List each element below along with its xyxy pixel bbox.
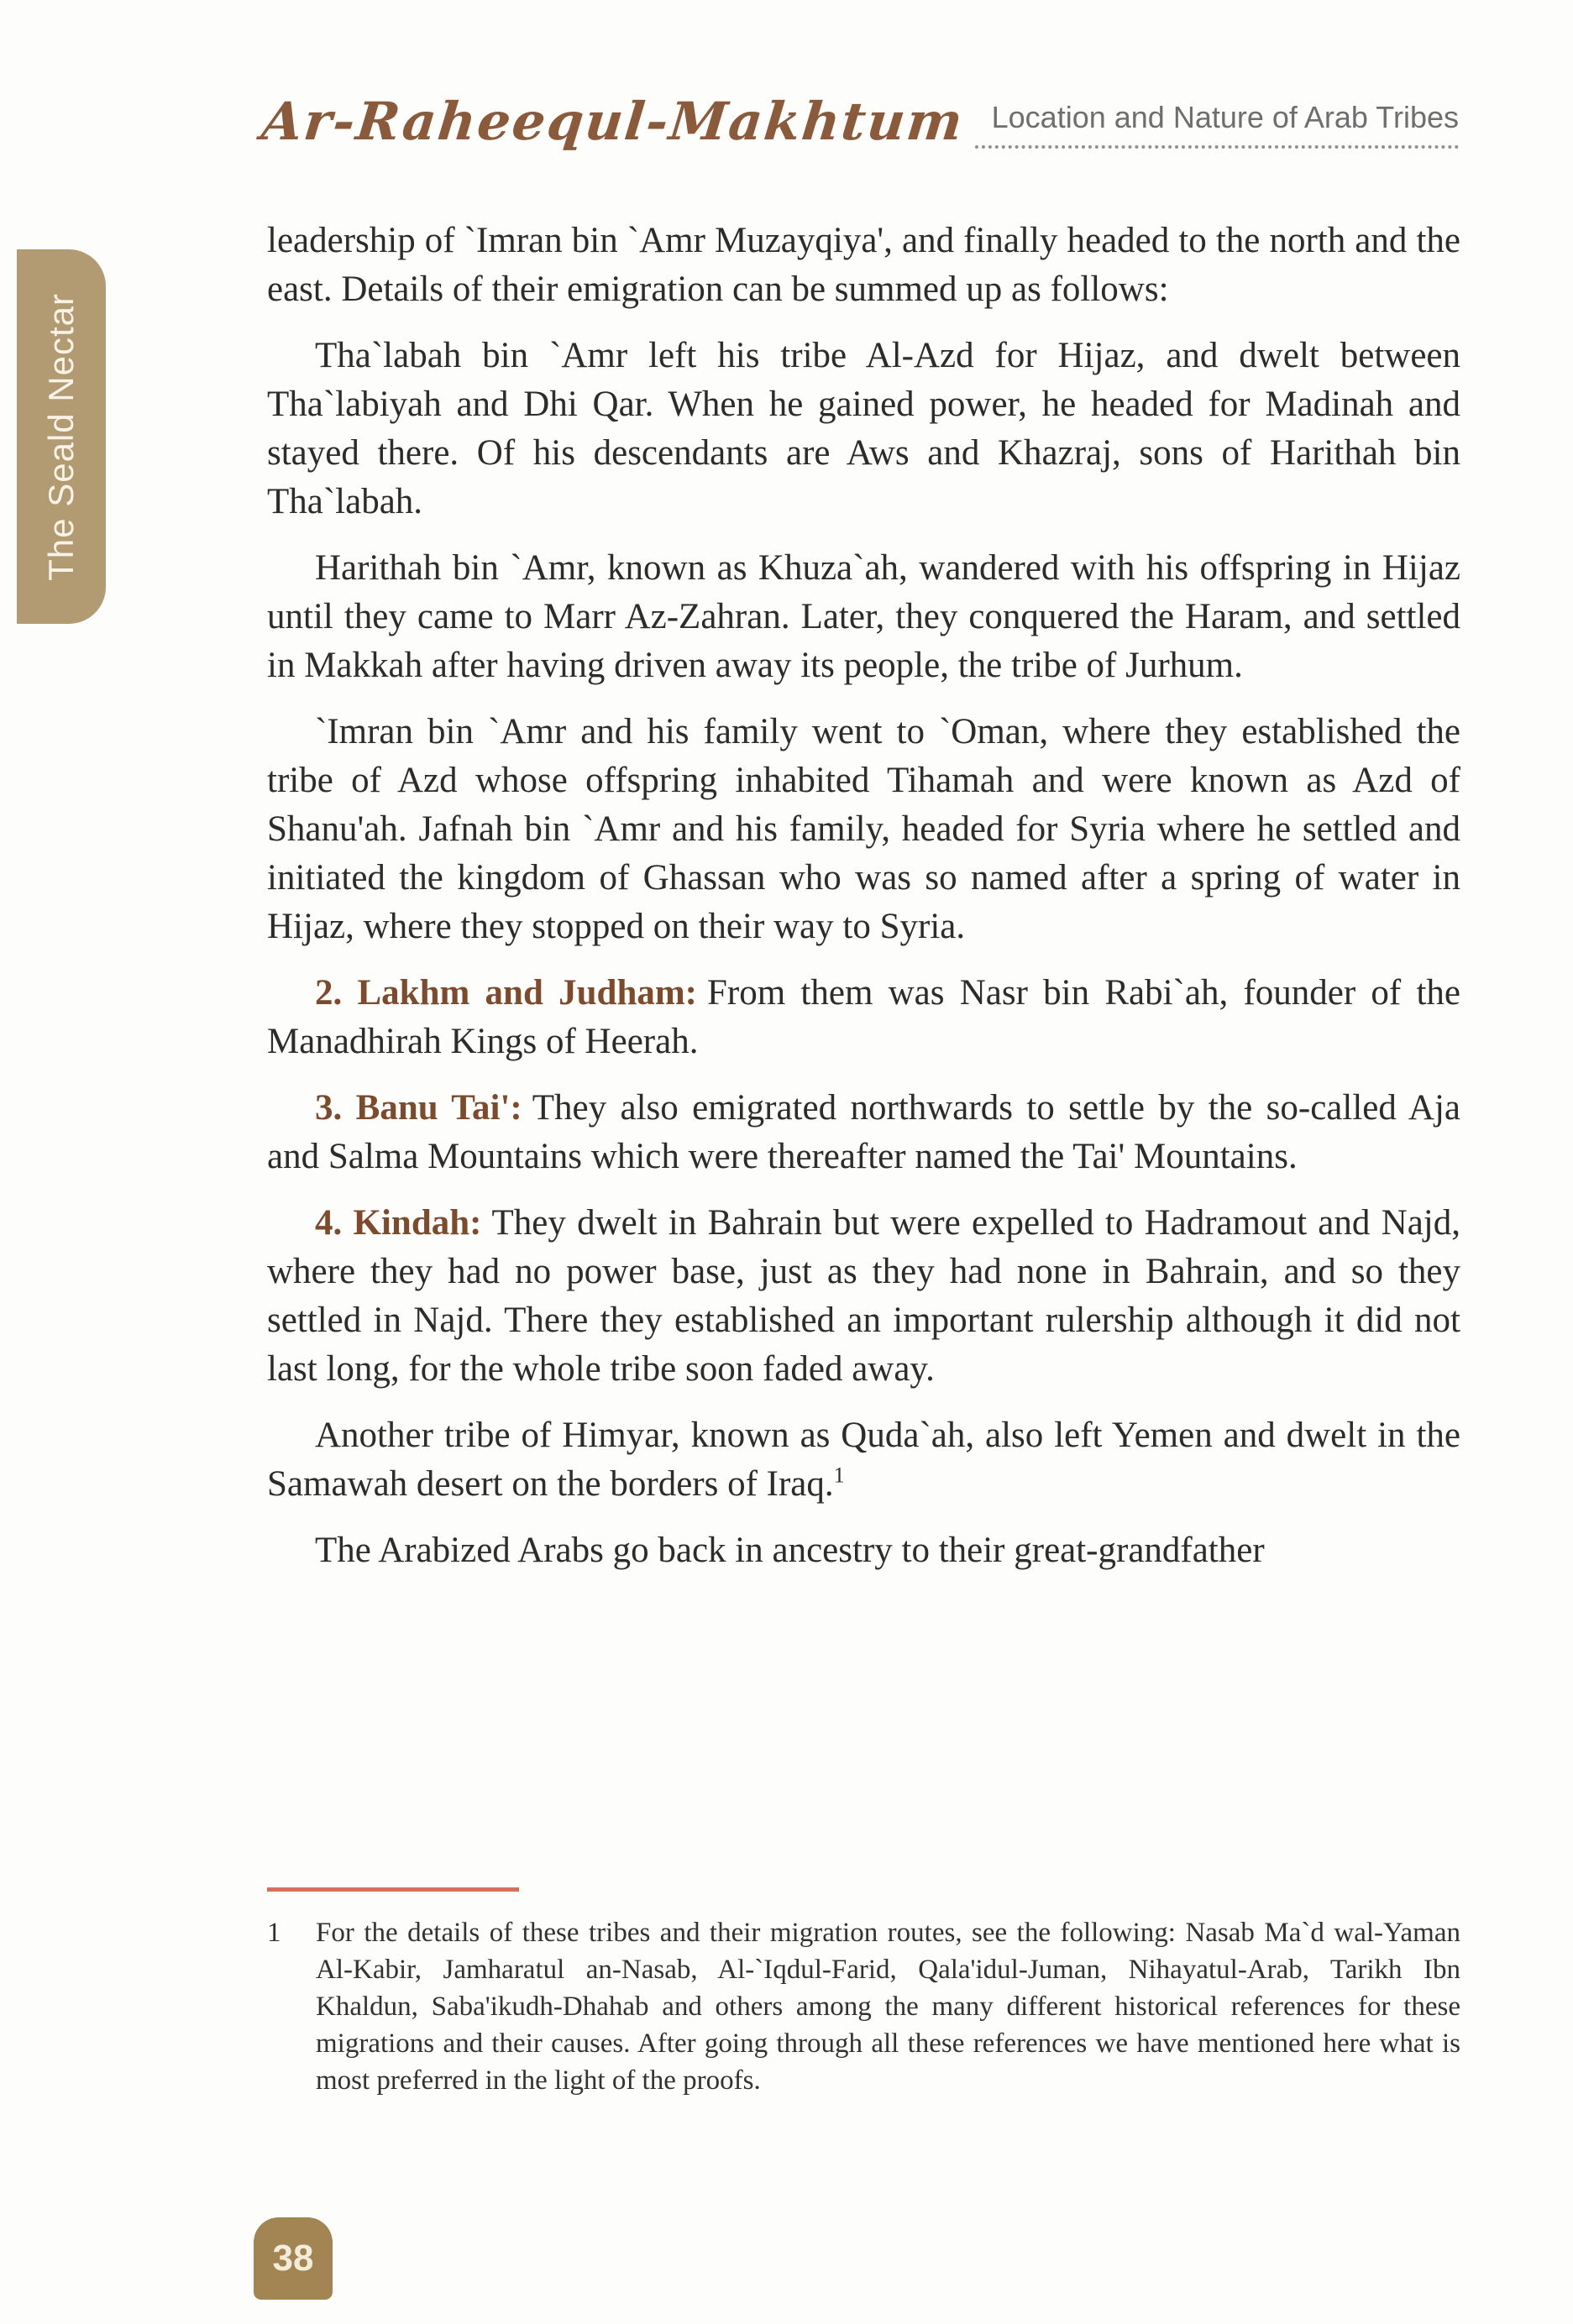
side-bookmark-tab <box>17 249 106 624</box>
page-number-tab <box>254 2217 333 2300</box>
paragraph-text: leadership of `Imran bin `Amr Muzayqiya', and finally headed to the north and the east. Details of their emigration can be summed up as follows: <box>267 221 1460 309</box>
paragraph-text: Tha`labah bin `Amr left his tribe Al-Azd for Hijaz, and dwelt between Tha`labiyah and Dhi Qar. When he gained power, he headed for Madinah and stayed there. Of his descendants are Aws and Khazraj, sons of Harithah bin Tha`labah. <box>267 336 1460 521</box>
header-right <box>975 100 1459 149</box>
body-text-column <box>267 217 1460 1593</box>
page-number: 38 <box>272 2238 314 2279</box>
paragraph <box>267 1084 1460 1181</box>
paragraph <box>267 332 1460 526</box>
paragraph <box>267 1526 1460 1575</box>
paragraph-text: They dwelt in Bahrain but were expelled to Hadramout and Najd, where they had no power base, just as they had none in Bahrain, and so they settled in Najd. There they established an important rulership although it did not last long, for the whole tribe soon faded away. <box>267 1203 1460 1389</box>
paragraph-text: They also emigrated northwards to settle by the so-called Aja and Salma Mountains which were thereafter named the Tai' Mountains. <box>267 1088 1460 1176</box>
chapter-title: Location and Nature of Arab Tribes <box>991 100 1459 135</box>
paragraph-text: The Arabized Arabs go back in ancestry to their great-grandfather <box>315 1531 1265 1570</box>
paragraph <box>267 708 1460 951</box>
tribe-heading: 2. Lakhm and Judham: <box>315 973 697 1013</box>
paragraph-text: `Imran bin `Amr and his family went to `Oman, where they established the tribe of Azd whose offspring inhabited Tihamah and were known as Azd of Shanu'ah. Jafnah bin `Amr and his family, headed for Syria where he settled and initiated the kingdom of Ghassan who was so named after a spring of water in Hijaz, where they stopped on their way to Syria. <box>267 712 1460 946</box>
footnote-text: For the details of these tribes and their migration routes, see the following: Nasab Ma`d wal-Yaman Al-Kabir, Jamharatul an-Nasab, Al-`Iqdul-Farid, Qala'idul-Juman, Nihayatul-Arab, Tarikh Ibn Khaldun, Saba'ikudh-Dhahab and others among the many different historical references for these migrations and their causes. After going through all these references we have mentioned here what is most preferred in the light of the proofs. <box>316 1918 1460 2096</box>
paragraph <box>267 1199 1460 1394</box>
side-tab-label: The Seald Nectar <box>41 292 81 581</box>
paragraph-text: From them was Nasr bin Rabi`ah, founder of the Manadhirah Kings of Heerah. <box>267 973 1460 1061</box>
paragraph <box>267 544 1460 690</box>
paragraph <box>267 969 1460 1066</box>
footnote-reference: 1 <box>833 1463 845 1488</box>
footnote-number: 1 <box>267 1918 281 1948</box>
page-header <box>259 91 1459 152</box>
paragraph <box>267 217 1460 314</box>
footnote <box>267 1914 1460 2099</box>
tribe-heading: 4. Kindah: <box>315 1203 482 1243</box>
paragraph-text: Harithah bin `Amr, known as Khuza`ah, wandered with his offspring in Hijaz until they came to Marr Az-Zahran. Later, they conquered the Haram, and settled in Makkah after having driven away its people, the tribe of Jurhum. <box>267 548 1460 685</box>
footnote-separator-rule <box>267 1887 519 1892</box>
paragraph <box>267 1411 1460 1509</box>
header-dotted-rule <box>975 145 1459 149</box>
book-title-calligraphy: Ar-Raheequl-Makhtum <box>259 91 967 152</box>
footnote-section <box>267 1887 1460 2099</box>
tribe-heading: 3. Banu Tai': <box>315 1088 522 1128</box>
paragraph-text: Another tribe of Himyar, known as Quda`ah, also left Yemen and dwelt in the Samawah desert on the borders of Iraq. <box>267 1416 1460 1504</box>
